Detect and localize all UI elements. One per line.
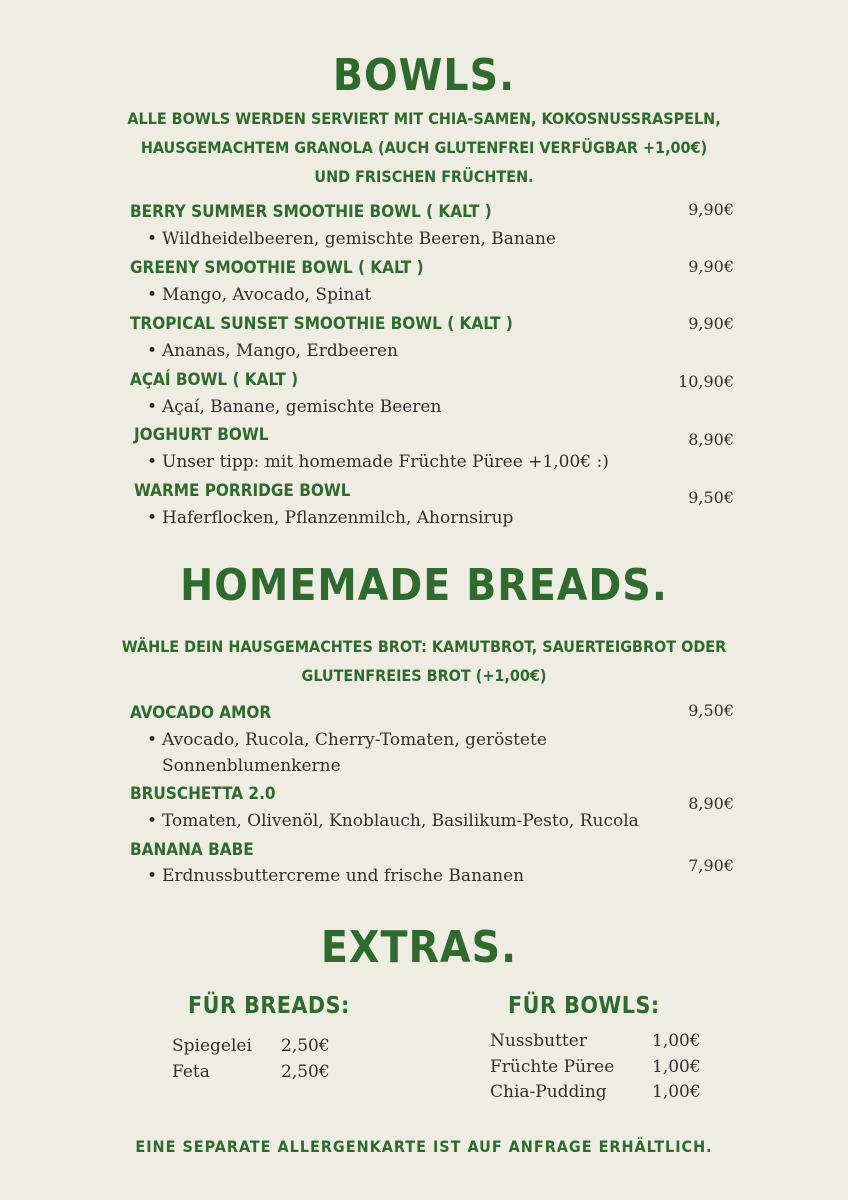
menu-item-desc: • Ananas, Mango, Erdbeeren [162, 341, 398, 361]
extra-item-name: Chia-Pudding [490, 1082, 607, 1102]
extra-item-price: 1,00€ [652, 1031, 701, 1051]
menu-item-name: BANANA BABE [130, 840, 254, 860]
menu-item-name: JOGHURT BOWL [134, 425, 269, 445]
extra-item-price: 1,00€ [652, 1057, 701, 1077]
extra-item-price: 1,00€ [652, 1082, 701, 1102]
bowls-title: BOWLS. [332, 50, 516, 101]
menu-item-name: AÇAÍ BOWL ( KALT ) [130, 370, 299, 390]
extras-title: EXTRAS. [320, 922, 518, 973]
bowls-intro-line: HAUSGEMACHTEM GRANOLA (AUCH GLUTENFREI VERFÜGBAR +1,00€) [140, 138, 708, 157]
menu-item-price: 9,50€ [688, 701, 734, 720]
allergen-note: EINE SEPARATE ALLERGENKARTE IST AUF ANFRAGE ERHÄLTLICH. [135, 1137, 713, 1156]
breads-title: HOMEMADE BREADS. [180, 560, 668, 611]
menu-item-price: 9,90€ [688, 314, 734, 333]
menu-item-price: 9,50€ [688, 488, 734, 507]
menu-item-desc: • Haferflocken, Pflanzenmilch, Ahornsirup [162, 508, 513, 528]
menu-item-price: 7,90€ [688, 856, 734, 875]
menu-item-desc: • Avocado, Rucola, Cherry-Tomaten, geröstete [162, 730, 547, 750]
menu-item-desc: • Wildheidelbeeren, gemischte Beeren, Banane [162, 229, 556, 249]
breads-intro-line: GLUTENFREIES BROT (+1,00€) [301, 666, 547, 685]
menu-item-name: BERRY SUMMER SMOOTHIE BOWL ( KALT ) [130, 202, 492, 222]
menu-item-price: 10,90€ [678, 372, 734, 391]
extra-item-name: Früchte Püree [490, 1057, 615, 1077]
menu-item-desc: • Unser tipp: mit homemade Früchte Püree +1,00€ :) [162, 452, 609, 472]
menu-item-name: TROPICAL SUNSET SMOOTHIE BOWL ( KALT ) [130, 314, 513, 334]
menu-item-desc: • Açaí, Banane, gemischte Beeren [162, 397, 441, 417]
bowls-intro-line: UND FRISCHEN FRÜCHTEN. [314, 167, 534, 186]
extra-item-name: Feta [172, 1062, 210, 1082]
menu-item-desc-continuation: Sonnenblumenkerne [162, 756, 341, 776]
extras-bowls-heading: FÜR BOWLS: [508, 993, 660, 1019]
menu-item-price: 8,90€ [688, 794, 734, 813]
menu-item-name: WARME PORRIDGE BOWL [134, 481, 351, 501]
bowls-intro-line: ALLE BOWLS WERDEN SERVIERT MIT CHIA-SAMEN, KOKOSNUSSRASPELN, [127, 109, 721, 128]
extra-item-name: Spiegelei [172, 1036, 252, 1056]
menu-item-price: 9,90€ [688, 200, 734, 219]
menu-item-desc: • Tomaten, Olivenöl, Knoblauch, Basilikum-Pesto, Rucola [162, 811, 639, 831]
menu-item-price: 9,90€ [688, 257, 734, 276]
extra-item-price: 2,50€ [281, 1036, 330, 1056]
extra-item-price: 2,50€ [281, 1062, 330, 1082]
menu-item-desc: • Erdnussbuttercreme und frische Bananen [162, 866, 524, 886]
menu-item-name: AVOCADO AMOR [130, 703, 272, 723]
breads-intro-line: WÄHLE DEIN HAUSGEMACHTES BROT: KAMUTBROT, SAUERTEIGBROT ODER [121, 637, 727, 656]
extra-item-name: Nussbutter [490, 1031, 587, 1051]
menu-item-price: 8,90€ [688, 430, 734, 449]
menu-item-name: BRUSCHETTA 2.0 [130, 784, 276, 804]
breads-intro [0, 632, 848, 690]
extras-breads-heading: FÜR BREADS: [188, 993, 350, 1019]
menu-item-name: GREENY SMOOTHIE BOWL ( KALT ) [130, 258, 424, 278]
bowls-intro [0, 104, 848, 191]
menu-item-desc: • Mango, Avocado, Spinat [162, 285, 371, 305]
